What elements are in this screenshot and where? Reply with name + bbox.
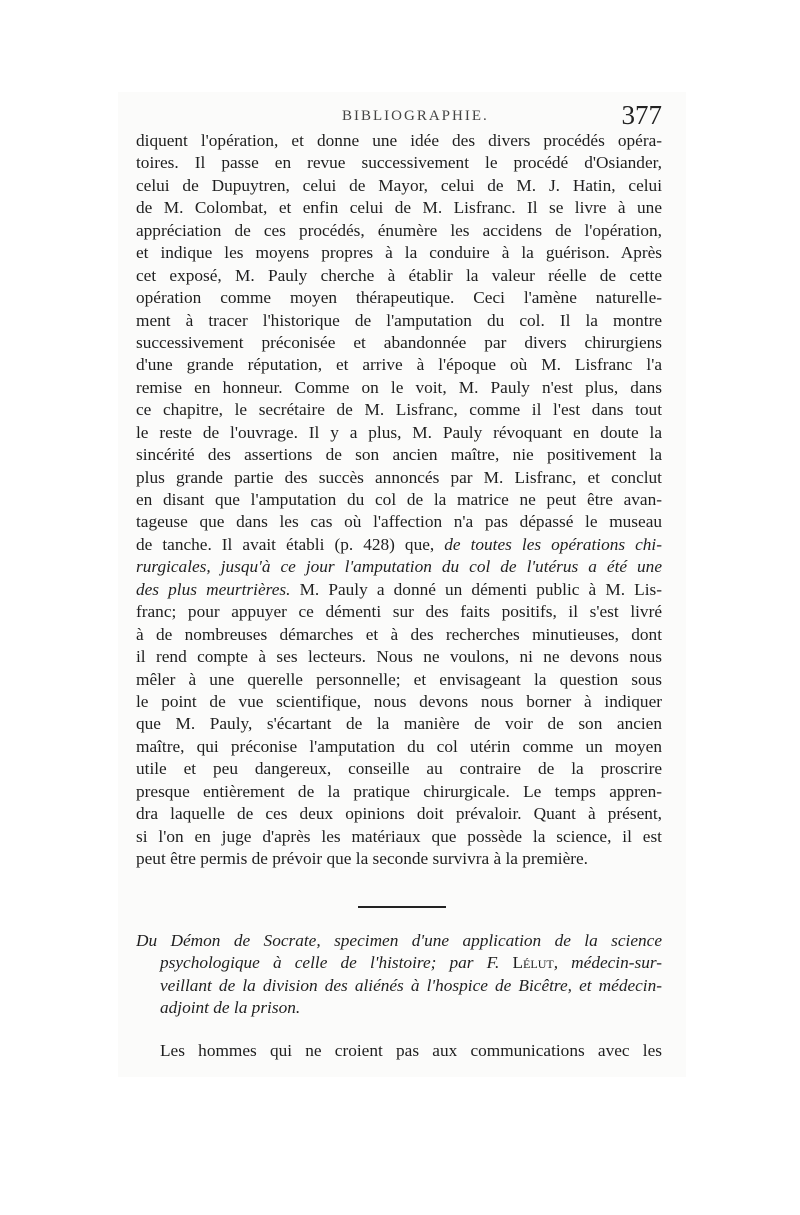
italic-quote-middle: rurgicales, jusqu'à ce jour l'amputation du col de l'utérus a été une <box>136 557 662 577</box>
text-line: à de nombreuses démarches et à des recherches minutieuses, dont <box>136 624 662 644</box>
text-line: le reste de l'ouvrage. Il y a plus, M. Pauly révoquant en doute la <box>136 422 662 442</box>
entry-segment: psychologique à celle de l'histoire; par F. <box>160 953 500 973</box>
text-line: opération comme moyen thérapeutique. Ceci l'amène naturelle- <box>136 288 662 308</box>
next-paragraph <box>136 1040 662 1062</box>
text-line: franc; pour appuyer ce démenti sur des faits positifs, il s'est livré <box>136 602 662 622</box>
entry-line: adjoint de la prison. <box>160 998 301 1018</box>
body-paragraph <box>136 130 662 870</box>
section-divider <box>358 906 446 908</box>
text-line: d'une grande réputation, et arrive à l'époque où M. Lisfranc l'a <box>136 355 662 375</box>
italic-quote-line <box>136 556 662 578</box>
text-line: appréciation de ces procédés, énumère les accidens de l'opération, <box>136 220 662 240</box>
text-line: presque entièrement de la pratique chirurgicale. Le temps appren- <box>136 781 662 801</box>
text-line: de M. Colombat, et enfin celui de M. Lisfranc. Il se livre à une <box>136 198 662 218</box>
text-segment: de tanche. Il avait établi (p. 428) que, <box>136 534 435 554</box>
text-line: peut être permis de prévoir que la seconde survivra à la première. <box>136 849 588 868</box>
text-line: ce chapitre, le secrétaire de M. Lisfranc, comme il l'est dans tout <box>136 400 662 420</box>
bibliography-entry <box>136 930 662 1020</box>
text-line: en disant que l'amputation du col de la matrice ne peut être avan- <box>136 490 662 509</box>
text-line: utile et peu dangereux, conseille au contraire de la proscrire <box>136 759 662 779</box>
text-segment: M. Pauly a donné un démenti public à M. Lis- <box>299 579 662 599</box>
italic-quote-start: de toutes les opérations chi- <box>444 534 662 554</box>
text-line: Les hommes qui ne croient pas aux communications avec les <box>160 1041 662 1060</box>
text-line: si l'on en juge d'après les matériaux que possède la science, il est <box>136 826 662 846</box>
entry-segment: , médecin-sur- <box>553 953 662 973</box>
text-line: le point de vue scientifique, nous devons nous borner à indiquer <box>136 691 662 711</box>
text-line: cet exposé, M. Pauly cherche à établir la valeur réelle de cette <box>136 265 662 285</box>
text-line: que M. Pauly, s'écartant de la manière de voir de son ancien <box>136 714 662 734</box>
entry-line: veillant de la division des aliénés à l'hospice de Bicêtre, et médecin- <box>160 975 662 995</box>
author-name: Lélut <box>512 953 554 973</box>
text-line: diquent l'opération, et donne une idée des divers procédés opéra- <box>136 131 662 150</box>
text-line: ment à tracer l'historique de l'amputation du col. Il la montre <box>136 310 662 330</box>
text-line: et indique les moyens propres à la conduire à la guérison. Après <box>136 243 662 263</box>
entry-line: Du Démon de Socrate, specimen d'une application de la science <box>136 931 662 950</box>
text-line: toires. Il passe en revue successivement le procédé d'Osiander, <box>136 153 662 173</box>
entry-line <box>136 952 662 974</box>
text-line-with-quote <box>136 534 662 556</box>
text-line: successivement préconisée et abandonnée par divers chirurgiens <box>136 332 662 352</box>
text-line: dra laquelle de ces deux opinions doit prévaloir. Quant à présent, <box>136 804 662 824</box>
text-line: il rend compte à ses lecteurs. Nous ne voulons, ni ne devons nous <box>136 647 662 667</box>
text-line: celui de Dupuytren, celui de Mayor, celui de M. J. Hatin, celui <box>136 175 662 195</box>
text-line-with-quote <box>136 579 662 601</box>
text-line: tageuse que dans les cas où l'affection n'a pas dépassé le museau <box>136 512 662 532</box>
text-line: mêler à une querelle personnelle; et envisageant la question sous <box>136 669 662 689</box>
text-line: plus grande partie des succès annoncés par M. Lisfranc, et conclut <box>136 467 662 487</box>
text-line: sincérité des assertions de son ancien maître, nie positivement la <box>136 445 662 465</box>
text-line: maître, qui préconise l'amputation du col utérin comme un moyen <box>136 736 662 756</box>
running-title: BIBLIOGRAPHIE. <box>342 108 489 124</box>
page-number: 377 <box>621 100 662 130</box>
text-line: remise en honneur. Comme on le voit, M. Pauly n'est plus, dans <box>136 377 662 397</box>
italic-quote-end: des plus meurtrières. <box>136 579 291 599</box>
